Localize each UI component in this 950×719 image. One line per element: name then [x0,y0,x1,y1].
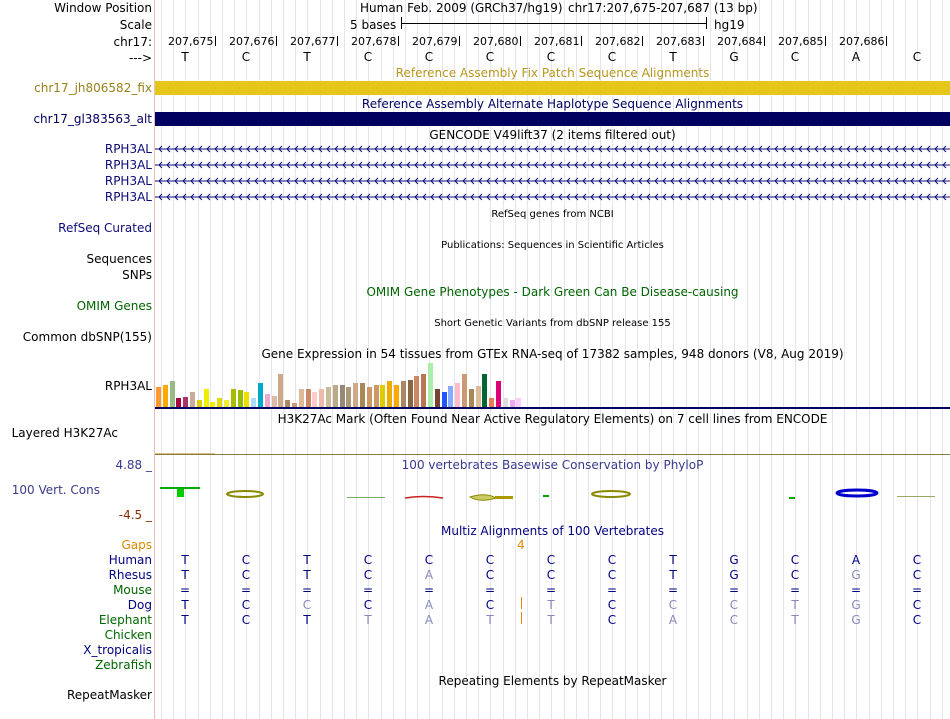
scale-text: 5 bases [350,18,397,32]
alignment-base: = [301,583,313,597]
alignment-base: C [729,613,739,627]
alignment-base: = [484,583,496,597]
species-label-zebrafish: Zebrafish [95,658,152,672]
gtex-label[interactable]: RPH3AL [104,379,152,393]
gtex-tissue-bar[interactable] [408,380,413,407]
ruler-tick [459,36,460,46]
alignment-base: C [912,568,922,582]
alignment-base: = [545,583,557,597]
gtex-tissue-bar[interactable] [510,400,515,407]
ruler-tick [825,36,826,46]
species-label-rhesus: Rhesus [108,568,152,582]
refseq-label[interactable]: RefSeq Curated [58,221,152,235]
scale-bar-right-tick [706,17,707,29]
alignment-base: C [241,598,251,612]
gtex-tissue-bar[interactable] [428,363,433,407]
alignment-base: C [241,553,251,567]
position-text: chr17:207,675-207,687 (13 bp) [568,1,758,15]
gencode-item-label[interactable]: RPH3AL [104,174,152,188]
alignment-base: T [791,598,799,612]
species-label-chicken: Chicken [104,628,152,642]
ruler-position-label: 207,685 [778,35,824,48]
gtex-tissue-bar[interactable] [380,385,385,407]
alignment-base: = [911,583,923,597]
gencode-transcripts[interactable] [155,142,950,204]
alignment-base: C [668,598,678,612]
publications-track-title: Publications: Sequences in Scientific Articles [441,240,664,251]
gtex-tissue-bar[interactable] [353,383,358,407]
gtex-tissue-bar[interactable] [435,389,440,407]
alignment-base: T [303,568,311,582]
gtex-tissue-bar[interactable] [319,389,324,407]
alignment-base: = [240,583,252,597]
alignment-base: C [607,613,617,627]
alignment-base: T [181,598,189,612]
ruler-tick [337,36,338,46]
ruler-position-label: 207,679 [412,35,458,48]
gtex-tissue-bar[interactable] [394,385,399,407]
phylop-conservation-logo[interactable] [155,480,950,505]
alignment-base: C [912,598,922,612]
fix-patch-track-title: Reference Assembly Fix Patch Sequence Alignments [395,66,710,80]
alignment-base: C [485,553,495,567]
reference-base: C [363,50,373,64]
alignment-base: T [303,613,311,627]
gtex-tissue-bar[interactable] [448,386,453,407]
gtex-tissue-bar[interactable] [476,386,481,407]
alignment-base: = [423,583,435,597]
ruler-tick [581,36,582,46]
phylop-max-label: 4.88 _ [115,458,152,472]
dog-gap-marker [521,597,522,609]
phylop-track-title: 100 vertebrates Basewise Conservation by PhyloP [401,458,704,472]
gtex-tissue-bar[interactable] [482,374,487,407]
gtex-tissue-bar[interactable] [176,398,181,407]
gtex-tissue-bar[interactable] [217,398,222,407]
alignment-base: A [424,613,434,627]
fix-patch-bar[interactable] [155,81,950,95]
db-text: hg19 [714,18,745,32]
alignment-base: C [546,568,556,582]
ruler-tick [703,36,704,46]
alignment-base: C [363,598,373,612]
reference-base: C [546,50,556,64]
ruler-position-label: 207,682 [595,35,641,48]
alt-hap-label[interactable]: chr17_gl383563_alt [33,112,152,126]
ruler-position-label: 207,678 [351,35,397,48]
alignment-base: C [790,568,800,582]
alignment-base: G [851,568,861,582]
track-label-column [0,0,154,719]
gtex-tissue-bar[interactable] [367,387,372,407]
gtex-track-title: Gene Expression in 54 tissues from GTEx RNA-seq of 17382 samples, 948 donors (V8, Aug 2019) [261,347,844,361]
h3k27ac-label[interactable]: Layered H3K27Ac [11,426,118,440]
gtex-tissue-bar[interactable] [224,400,229,407]
gtex-tissue-bar[interactable] [442,392,447,407]
alignment-base: = [179,583,191,597]
alignment-base: G [729,568,739,582]
gtex-expression-bars[interactable] [155,362,535,407]
alignment-base: = [362,583,374,597]
reference-base: C [912,50,922,64]
gtex-tissue-bar[interactable] [238,390,243,407]
gencode-item-label[interactable]: RPH3AL [104,190,152,204]
gtex-tissue-bar[interactable] [516,398,521,407]
gtex-tissue-bar[interactable] [265,394,270,407]
scale-label: Scale [119,18,152,32]
alignment-base: C [607,568,617,582]
gtex-tissue-bar[interactable] [183,397,188,407]
gtex-tissue-bar[interactable] [326,387,331,407]
alignment-base: C [607,553,617,567]
dbsnp-track-title: Short Genetic Variants from dbSNP release 155 [434,318,671,329]
alignment-base: G [851,613,861,627]
gtex-tissue-bar[interactable] [462,374,467,407]
alignment-base: T [669,568,677,582]
publications-label-line2[interactable]: SNPs [122,268,152,282]
omim-label[interactable]: OMIM Genes [76,299,152,313]
gencode-track-title: GENCODE V49lift37 (2 items filtered out) [429,128,676,142]
alignment-base: C [912,553,922,567]
gtex-tissue-bar[interactable] [401,381,406,407]
species-label-xtropicalis: X_tropicalis [83,643,152,657]
gtex-tissue-bar[interactable] [244,392,249,407]
alignment-base: = [789,583,801,597]
alignment-base: C [363,553,373,567]
alignment-base: T [547,613,555,627]
gtex-baseline [155,407,950,409]
repeatmasker-track-title: Repeating Elements by RepeatMasker [438,674,667,688]
ruler-position-label: 207,677 [290,35,336,48]
gtex-tissue-bar[interactable] [170,381,175,407]
gtex-tissue-bar[interactable] [251,398,256,407]
alignment-base: T [486,613,494,627]
refseq-track-title: RefSeq genes from NCBI [491,209,614,220]
reference-base: A [851,50,861,64]
h3k27ac-track-title: H3K27Ac Mark (Often Found Near Active Regulatory Elements) on 7 cell lines from ENCODE [277,412,828,426]
alignment-base: = [850,583,862,597]
gencode-item-label[interactable]: RPH3AL [104,158,152,172]
gtex-tissue-bar[interactable] [360,383,365,407]
gtex-tissue-bar[interactable] [340,385,345,407]
h3k27ac-baseline [155,454,950,455]
alignment-base: G [851,598,861,612]
omim-track-title: OMIM Gene Phenotypes - Dark Green Can Be Disease-causing [366,285,739,299]
window-position-label: Window Position [54,1,152,15]
gtex-tissue-bar[interactable] [231,389,236,407]
alt-hap-bar[interactable] [155,112,950,126]
repeatmasker-label[interactable]: RepeatMasker [66,688,152,702]
gtex-tissue-bar[interactable] [312,392,317,407]
gtex-tissue-bar[interactable] [333,385,338,407]
gtex-tissue-bar[interactable] [299,389,304,407]
ruler-position-label: 207,676 [229,35,275,48]
ruler-tick [276,36,277,46]
ruler-tick [642,36,643,46]
multiz-track-title: Multiz Alignments of 100 Vertebrates [440,524,665,538]
ruler-tick [398,36,399,46]
ruler-position-label: 207,683 [656,35,702,48]
alignment-base: C [607,598,617,612]
phylop-label[interactable]: 100 Vert. Cons [11,483,100,497]
reference-base: C [241,50,251,64]
alignment-base: A [851,553,861,567]
alignment-base: G [729,553,739,567]
reference-base: G [729,50,739,64]
reference-base: C [424,50,434,64]
alignment-base: C [302,598,312,612]
alignment-base: = [606,583,618,597]
gap-count: 4 [517,538,525,552]
alignment-base: C [912,613,922,627]
alignment-base: A [668,613,678,627]
gtex-tissue-bar[interactable] [414,376,419,407]
publications-label-line1[interactable]: Sequences [86,252,152,266]
alignment-base: T [181,568,189,582]
species-label-elephant: Elephant [98,613,152,627]
alignment-base: = [667,583,679,597]
alignment-base: T [547,598,555,612]
reference-base: C [485,50,495,64]
alignment-base: C [485,598,495,612]
gtex-tissue-bar[interactable] [421,374,426,407]
gtex-tissue-bar[interactable] [387,381,392,407]
phylop-min-label: -4.5 _ [118,508,152,522]
gtex-tissue-bar[interactable] [190,392,195,407]
ruler-tick [520,36,521,46]
ruler-position-label: 207,684 [717,35,763,48]
gtex-tissue-bar[interactable] [306,389,311,407]
alignment-base: C [424,553,434,567]
assembly-text: Human Feb. 2009 (GRCh37/hg19) [360,1,563,15]
alignment-base: C [241,568,251,582]
gtex-tissue-bar[interactable] [197,400,202,407]
ruler-tick [764,36,765,46]
elephant-gap-marker [521,612,522,624]
alignment-base: C [363,568,373,582]
gencode-item-label[interactable]: RPH3AL [104,142,152,156]
species-label-gaps: Gaps [121,538,152,552]
gtex-tissue-bar[interactable] [469,389,474,407]
gtex-tissue-bar[interactable] [204,389,209,407]
ruler-position-label: 207,681 [534,35,580,48]
alignment-base: T [364,613,372,627]
ruler-tick [886,36,887,46]
alignment-base: C [546,553,556,567]
alignment-base: T [669,553,677,567]
reference-base: T [669,50,677,64]
gtex-tissue-bar[interactable] [346,387,351,407]
reference-base: T [303,50,311,64]
strand-arrow-label: ---> [128,51,152,65]
scale-bar [401,23,706,24]
gtex-tissue-bar[interactable] [278,374,283,407]
alignment-base: A [424,568,434,582]
alignment-base: = [728,583,740,597]
alignment-base: T [791,613,799,627]
gtex-tissue-bar[interactable] [258,383,263,407]
alignment-base: C [729,598,739,612]
alignment-base: C [790,553,800,567]
ruler-position-label: 207,680 [473,35,519,48]
gtex-tissue-bar[interactable] [374,385,379,407]
gtex-tissue-bar[interactable] [285,400,290,407]
gtex-tissue-bar[interactable] [163,385,168,407]
alignment-base: T [181,553,189,567]
species-label-human: Human [108,553,152,567]
species-label-mouse: Mouse [113,583,152,597]
ruler-tick [215,36,216,46]
chrom-label: chr17: [113,35,152,49]
reference-base: C [607,50,617,64]
dbsnp-label[interactable]: Common dbSNP(155) [22,330,152,344]
gtex-tissue-bar[interactable] [496,381,501,407]
fix-patch-label[interactable]: chr17_jh806582_fix [34,81,152,95]
reference-base: C [790,50,800,64]
gtex-tissue-bar[interactable] [272,396,277,407]
alignment-base: T [303,553,311,567]
alignment-base: C [241,613,251,627]
scale-bar-left-tick [401,17,402,29]
gtex-tissue-bar[interactable] [455,383,460,407]
ruler-position-label: 207,686 [839,35,885,48]
alignment-base: A [424,598,434,612]
track-display-area[interactable] [155,0,950,719]
alignment-base: T [181,613,189,627]
species-label-dog: Dog [127,598,152,612]
gtex-tissue-bar[interactable] [503,398,508,407]
reference-base: T [181,50,189,64]
ruler-position-label: 207,675 [168,35,214,48]
gtex-tissue-bar[interactable] [489,398,494,407]
gtex-tissue-bar[interactable] [156,387,161,407]
alignment-base: C [485,568,495,582]
alt-hap-track-title: Reference Assembly Alternate Haplotype Sequence Alignments [361,97,744,111]
